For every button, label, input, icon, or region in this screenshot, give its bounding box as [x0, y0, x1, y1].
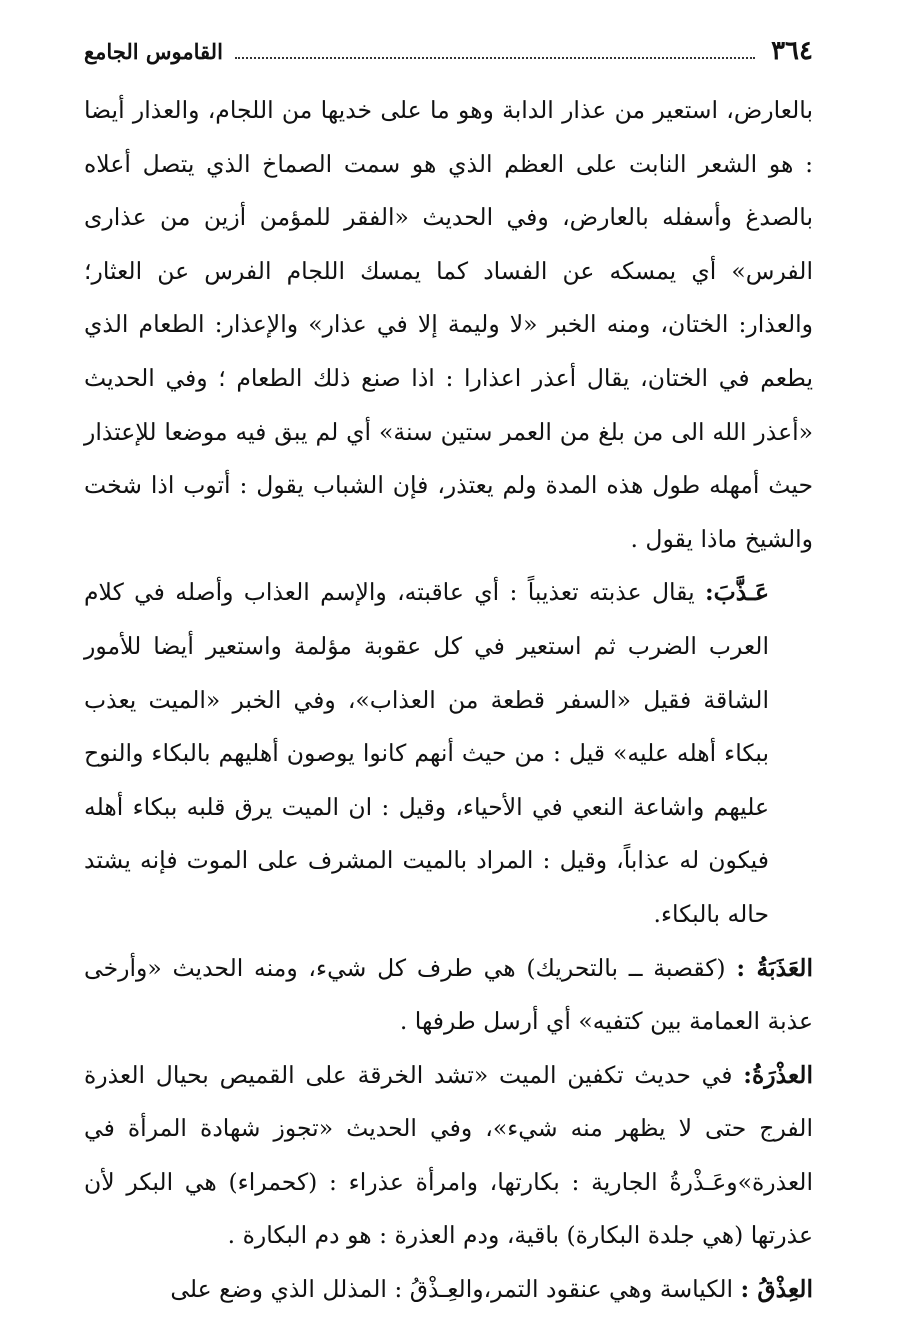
header-dotted-leader [235, 39, 755, 59]
entry-headword: العَذَبَةُ : [736, 953, 813, 982]
entry-headword: العِذْقُ : [740, 1275, 813, 1304]
paragraph-continuation [84, 84, 813, 566]
entry-adhdhaba [84, 566, 813, 941]
entry-text: في حديث تكفين الميت «تشد الخرقة على القميص بحيال العذرة الفرج حتى لا يظهر منه شيء»، وفي الحديث «تجوز شهادة المرأة في العذرة»وعَـذْرةُ الجارية : بكارتها، وامرأة عذراء : (كحمراء) هي البكر لأن عذرتها (هي جلدة البكارة) باقية، ودم العذرة : هو دم البكارة . [84, 1060, 813, 1250]
entry-text: يقال عذبته تعذيباً : أي عاقبته، والإسم العذاب وأصله في كلام العرب الضرب ثم استعير في كل عقوبة مؤلمة واستعير أيضا للأمور الشاقة فقيل «السفر قطعة من العذاب»، وفي الخبر «الميت يعذب ببكاء أهله عليه» قيل : من حيث أنهم كانوا يوصون أهليهم بالبكاء والنوح عليهم واشاعة النعي في الأحياء، وقيل : ان الميت يرق قلبه ببكاء أهله فيكون له عذاباً، وقيل : المراد بالميت المشرف على الموت فإنه يشتد حاله بالبكاء. [84, 578, 769, 928]
running-title: القاموس الجامع [84, 39, 223, 64]
page-body [84, 84, 813, 1317]
entry-al-adhaba [84, 942, 813, 1049]
entry-text: الكياسة وهي عنقود التمر،والعِـذْقُ : المذلل الذي وضع على [170, 1275, 741, 1304]
entry-al-udhra [84, 1049, 813, 1263]
entry-al-idhq [84, 1263, 813, 1317]
page-number: ٣٦٤ [771, 36, 813, 66]
entry-text: (كقصبة ــ بالتحريك) هي طرف كل شيء، ومنه الحديث «وأرخى عذبة العمامة بين كتفيه» أي أرسل طرفها . [84, 953, 813, 1036]
paragraph-text: بالعارض، استعير من عذار الدابة وهو ما على خديها من اللجام، والعذار أيضا : هو الشعر النابت على العظم الذي هو سمت الصماخ الذي يتصل أعلاه بالصدغ وأسفله بالعارض، وفي الحديث «الفقر للمؤمن أزين من عذارى الفرس» أي يمسكه عن الفساد كما يمسك اللجام الفرس عن العثار؛ والعذار: الختان، ومنه الخبر «لا وليمة إلا في عذار» والإعذار: الطعام الذي يطعم في الختان، يقال أعذر اعذارا : اذا صنع ذلك الطعام ؛ وفي الحديث «أعذر الله الى من بلغ من العمر ستين سنة» أي لم يبق فيه موضعا للإعتذار حيث أمهله طول هذه المدة ولم يعتذر، فإن الشباب يقول : أتوب اذا شخت والشيخ ماذا يقول . [84, 96, 813, 553]
running-header [84, 36, 813, 72]
entry-headword: عَـذَّبَ: [704, 578, 769, 607]
entry-headword: العذْرَةُ: [743, 1060, 813, 1089]
